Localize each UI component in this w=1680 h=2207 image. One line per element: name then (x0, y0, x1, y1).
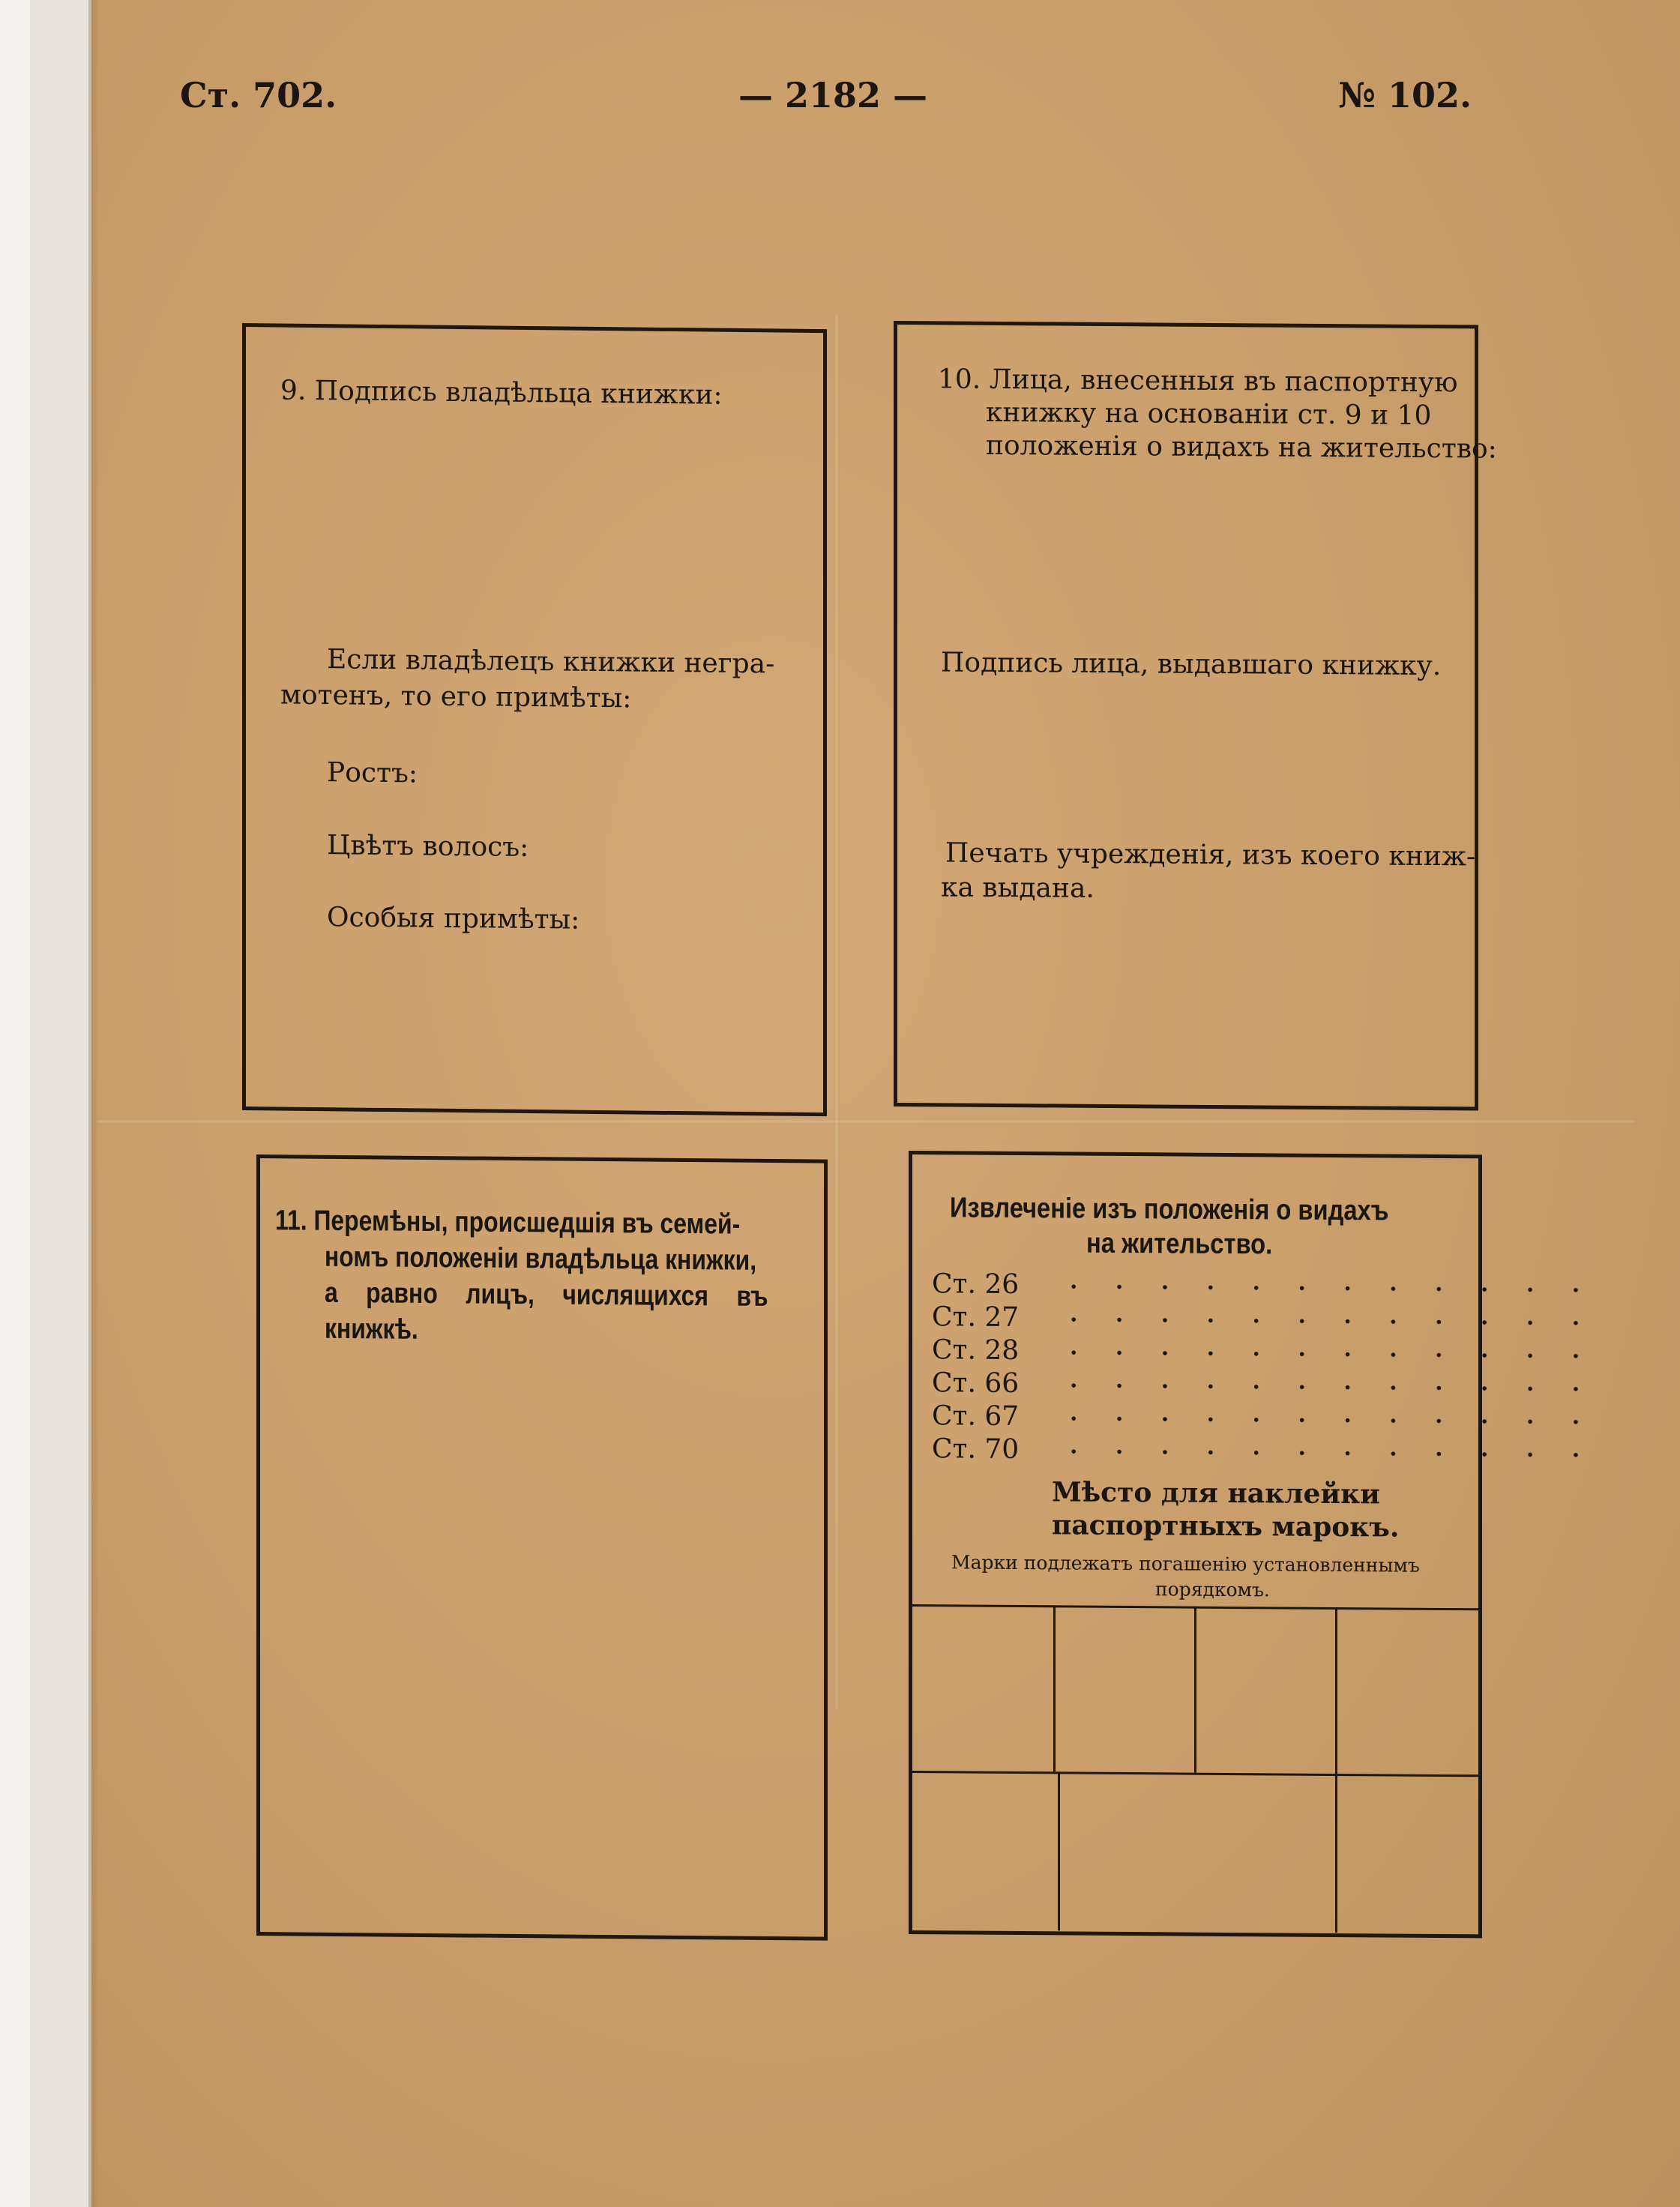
extract-title-line1: Извлеченіе изъ положенія о видахъ (950, 1192, 1389, 1227)
article-66-dots: . . . . . . . . . . . . (1070, 1367, 1595, 1397)
article-26: Ст. 26 (932, 1268, 1020, 1301)
illiterate-text-line1: Если владѣлецъ книжки негра- (327, 644, 775, 680)
article-70-dots: . . . . . . . . . . . . (1070, 1433, 1595, 1463)
registered-persons-line2: книжку на основаніи ст. 9 и 10 (986, 397, 1432, 432)
illiterate-text-line2: мотенъ, то его примѣты: (280, 679, 632, 714)
article-66: Ст. 66 (932, 1367, 1020, 1400)
article-number: Ст. 702. (180, 75, 337, 115)
owner-signature-box (242, 323, 827, 1116)
registered-persons-line3: положенія о видахъ на жительство: (986, 430, 1497, 465)
seal-label-line1: Печать учрежденія, изъ коего книж- (945, 837, 1476, 873)
fold-line-vertical (834, 315, 840, 1709)
article-27: Ст. 27 (932, 1301, 1020, 1334)
stamp-grid-divider-2 (1194, 1607, 1196, 1773)
height-label: Ростъ: (327, 757, 418, 789)
article-26-dots: . . . . . . . . . . . . (1070, 1268, 1595, 1298)
seal-label-line2: ка выдана. (941, 872, 1095, 904)
hair-color-label: Цвѣтъ волосъ: (327, 830, 529, 864)
article-67: Ст. 67 (932, 1400, 1020, 1433)
family-changes-line2: номъ положеніи владѣльца книжки, (325, 1241, 757, 1277)
stamp-grid-divider-1 (1053, 1605, 1056, 1771)
stamps-note-line1: Марки подлежатъ погашенію установленнымъ (951, 1551, 1420, 1577)
article-28: Ст. 28 (932, 1334, 1020, 1367)
owner-signature-title: 9. Подпись владѣльца книжки: (280, 375, 723, 411)
article-28-dots: . . . . . . . . . . . . (1070, 1334, 1595, 1364)
special-marks-label: Особыя примѣты: (327, 902, 580, 936)
torn-edge-shadow (88, 0, 99, 2207)
article-70: Ст. 70 (932, 1433, 1020, 1466)
article-67-dots: . . . . . . . . . . . . (1070, 1400, 1595, 1430)
issue-number: № 102. (1338, 75, 1472, 115)
article-27-dots: . . . . . . . . . . . . (1070, 1301, 1595, 1331)
family-changes-line3: а равно лицъ, числящихся въ (325, 1277, 768, 1313)
stamps-title-line2: паспортныхъ марокъ. (1052, 1509, 1400, 1544)
extract-title-line2: на жительство. (1086, 1227, 1273, 1261)
page-number: — 2182 — (738, 75, 928, 115)
paper-strip-left (30, 0, 91, 2207)
scan-background (0, 0, 30, 2207)
stamps-title-line1: Мѣсто для наклейки (1052, 1476, 1380, 1511)
stamps-note-line2: порядкомъ. (1155, 1578, 1270, 1601)
regulations-extract-box (909, 1151, 1595, 1938)
family-changes-line1: 11. Перемѣны, происшедшія въ семей- (275, 1205, 741, 1241)
stamp-grid-divider-3 (1335, 1607, 1337, 1774)
issuer-signature-label: Подпись лица, выдавшаго книжку. (941, 647, 1442, 682)
family-changes-line4: книжкѣ. (325, 1313, 418, 1346)
stamp-grid-divider-4 (1058, 1771, 1060, 1930)
fold-line-horizontal (97, 1118, 1634, 1124)
family-changes-box (256, 1154, 828, 1941)
registered-persons-box (894, 321, 1497, 1110)
stamp-grid-divider-5 (1335, 1774, 1337, 1933)
registered-persons-line1: 10. Лица, внесенныя въ паспортную (938, 364, 1458, 399)
